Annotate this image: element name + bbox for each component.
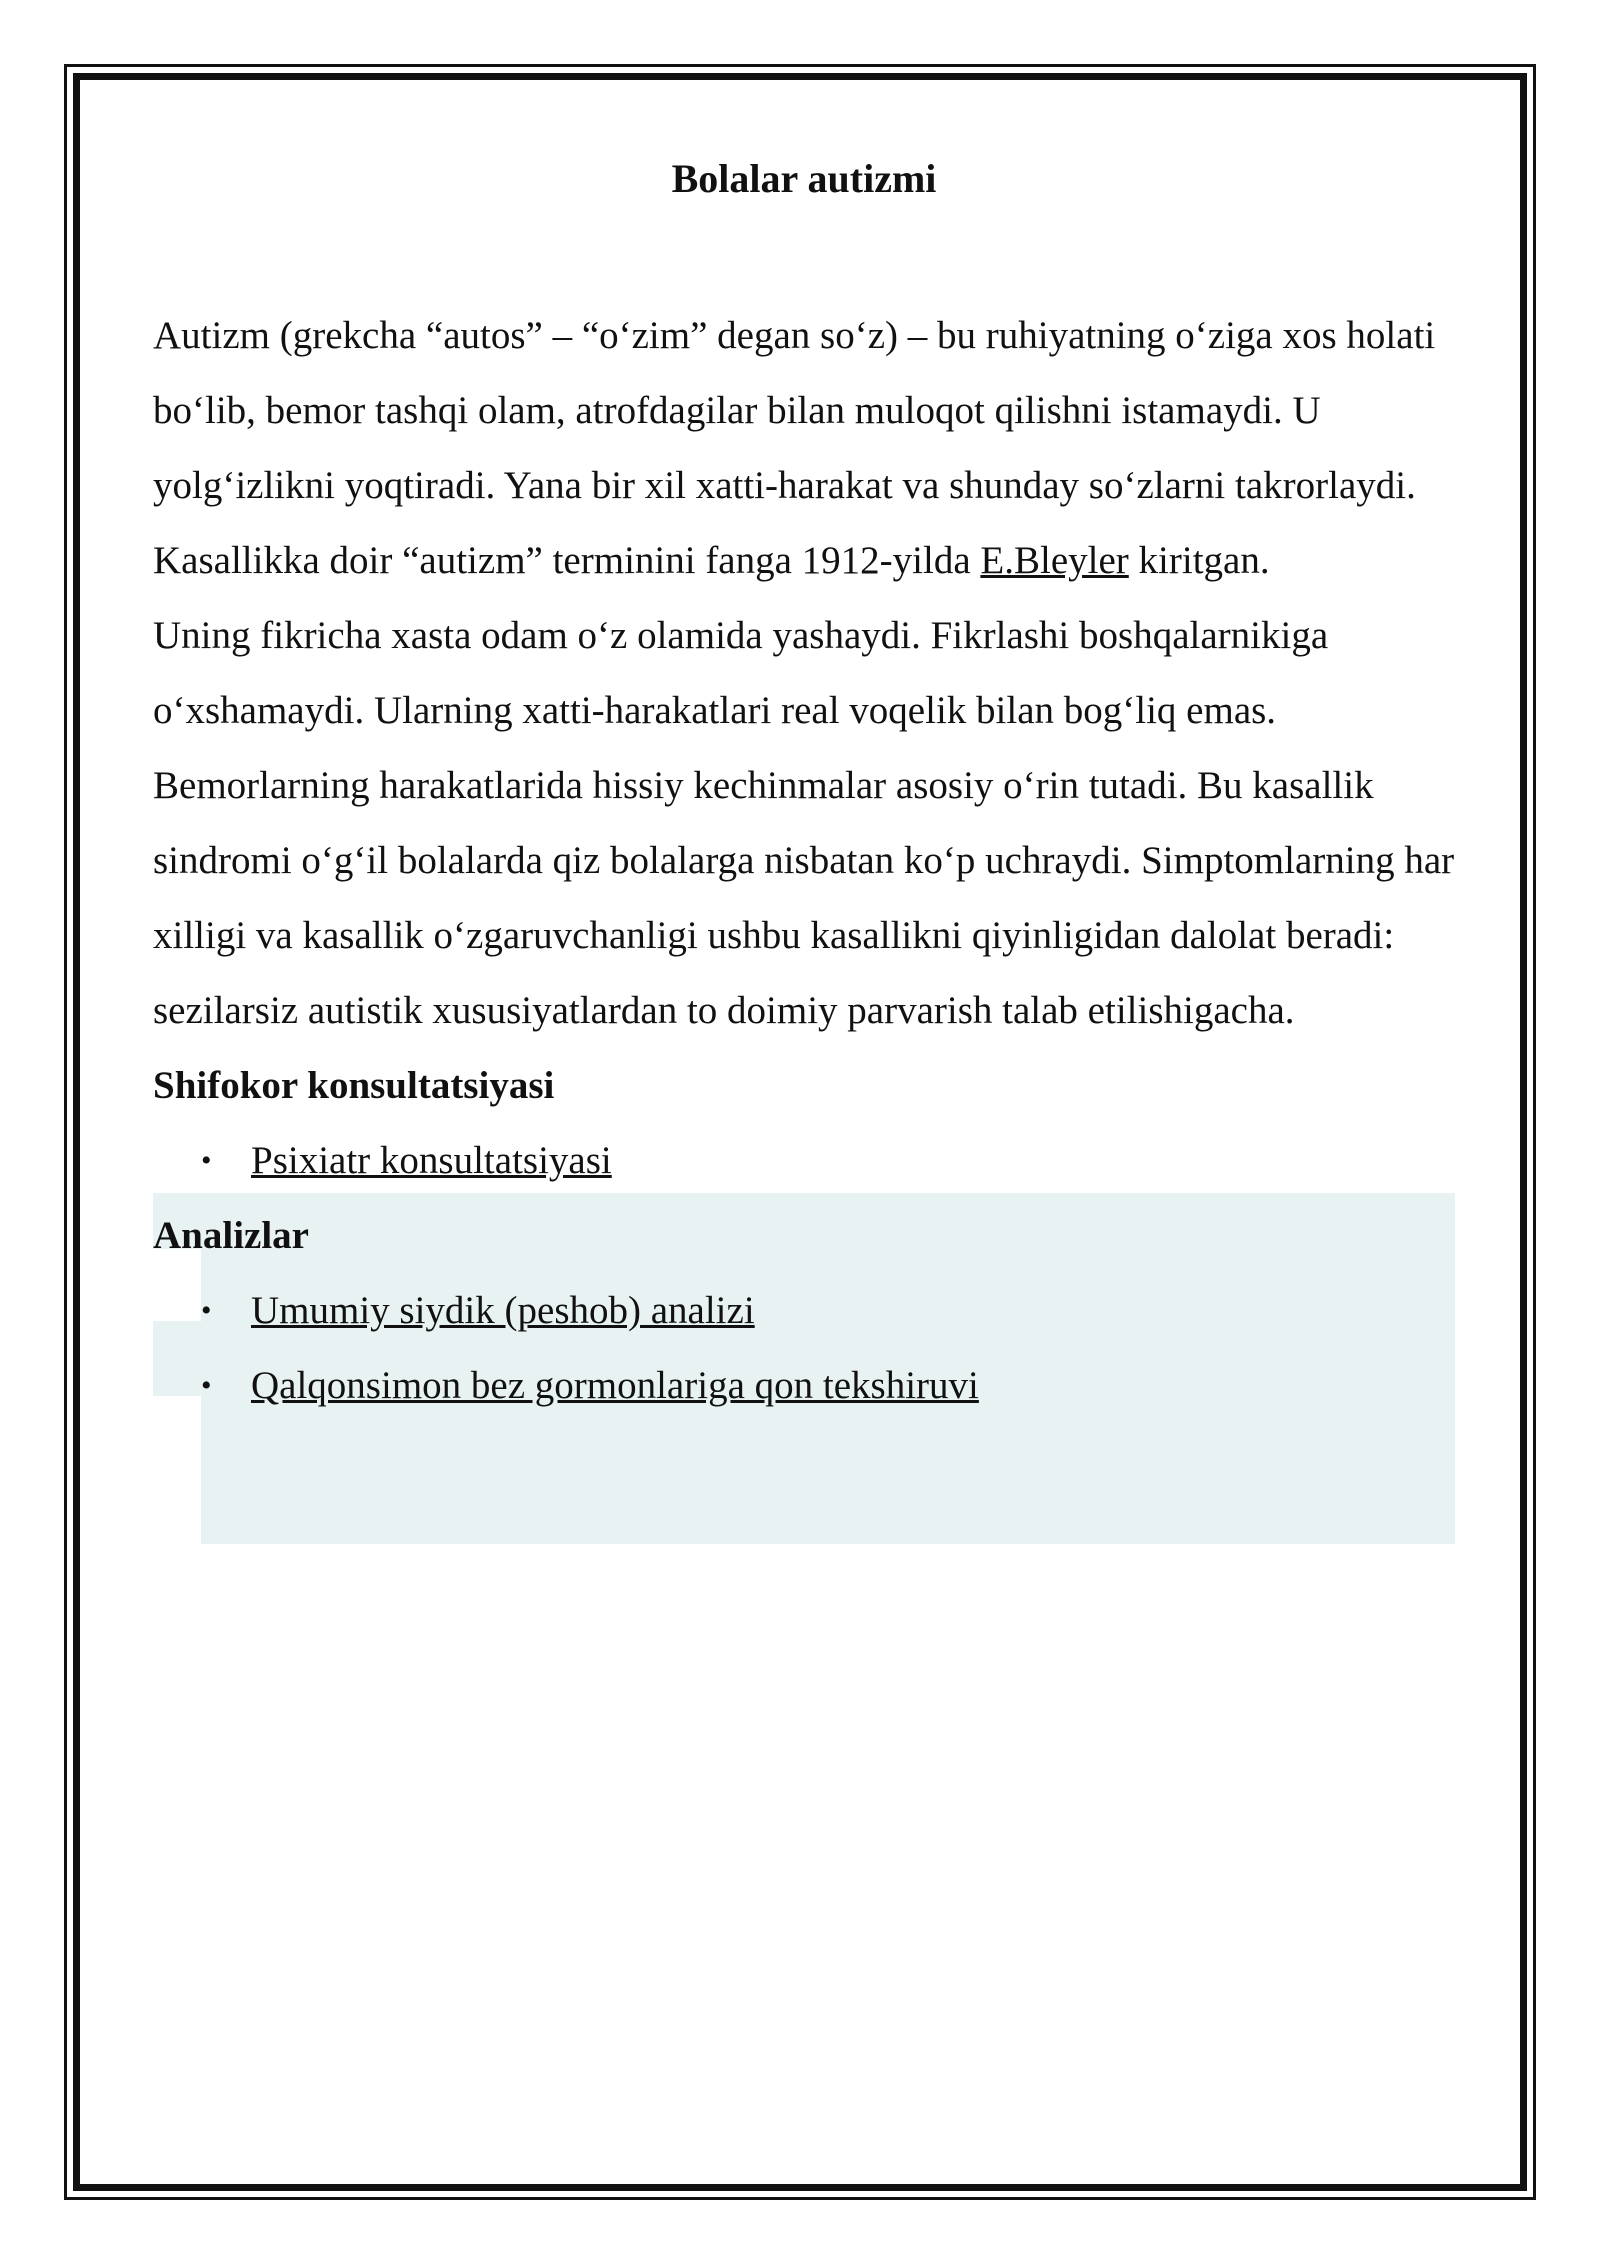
consultation-list (153, 1123, 1455, 1198)
paragraph-intro-text: Autizm (grekcha “autos” – “o‘zim” degan so‘z) – bu ruhiyatning o‘ziga xos holati bo‘lib, bemor tashqi olam, atrofdagilar bilan muloqot qilishni istamaydi. U yolg‘izlikni yoqtiradi. Yana bir xil xatti-harakat va shunday so‘zlarni takrorlaydi. Kasallikka doir “autizm” terminini fanga 1912-yilda (153, 314, 1436, 582)
section-heading-consultation: Shifokor konsultatsiyasi (153, 1064, 555, 1107)
list-item (153, 1123, 1455, 1198)
link-thyroid-hormone-test[interactable]: Qalqonsimon bez gormonlariga qon tekshiruvi (251, 1364, 979, 1407)
paragraph-intro-tail: kiritgan. (1128, 539, 1270, 582)
document-title: Bolalar autizmi (671, 156, 937, 201)
link-bleyler[interactable]: E.Bleyler (980, 539, 1129, 582)
section-analyses (153, 1198, 1455, 1423)
paragraph-description: Uning fikricha xasta odam o‘z olamida yashaydi. Fikrlashi boshqalarnikiga o‘xshamaydi. Ularning xatti-harakatlari real voqelik bilan bog‘liq emas. Bemorlarning harakatlarida hissiy kechinmalar asosiy o‘rin tutadi. Bu kasallik sindromi o‘g‘il bolalarda qiz bolalarga nisbatan ko‘p uchraydi. Simptomlarning har xilligi va kasallik o‘zgaruvchanligi ushbu kasallikni qiyinligidan dalolat beradi: sezilarsiz autistik xususiyatlardan to doimiy parvarish talab etilishigacha. (153, 614, 1455, 1032)
paragraph-intro (153, 298, 1455, 598)
section-heading-analyses: Analizlar (153, 1214, 309, 1257)
bullet-icon: • (201, 1294, 212, 1327)
document-body (153, 148, 1455, 1423)
link-psychiatrist-consultation[interactable]: Psixiatr konsultatsiyasi (251, 1139, 612, 1182)
list-item (153, 1348, 1455, 1423)
list-item (153, 1273, 1455, 1348)
bullet-icon: • (201, 1369, 212, 1402)
section-consultation (153, 1048, 1455, 1198)
bullet-icon: • (201, 1144, 212, 1177)
link-urine-analysis[interactable]: Umumiy siydik (peshob) analizi (251, 1289, 755, 1332)
analyses-list (153, 1273, 1455, 1423)
